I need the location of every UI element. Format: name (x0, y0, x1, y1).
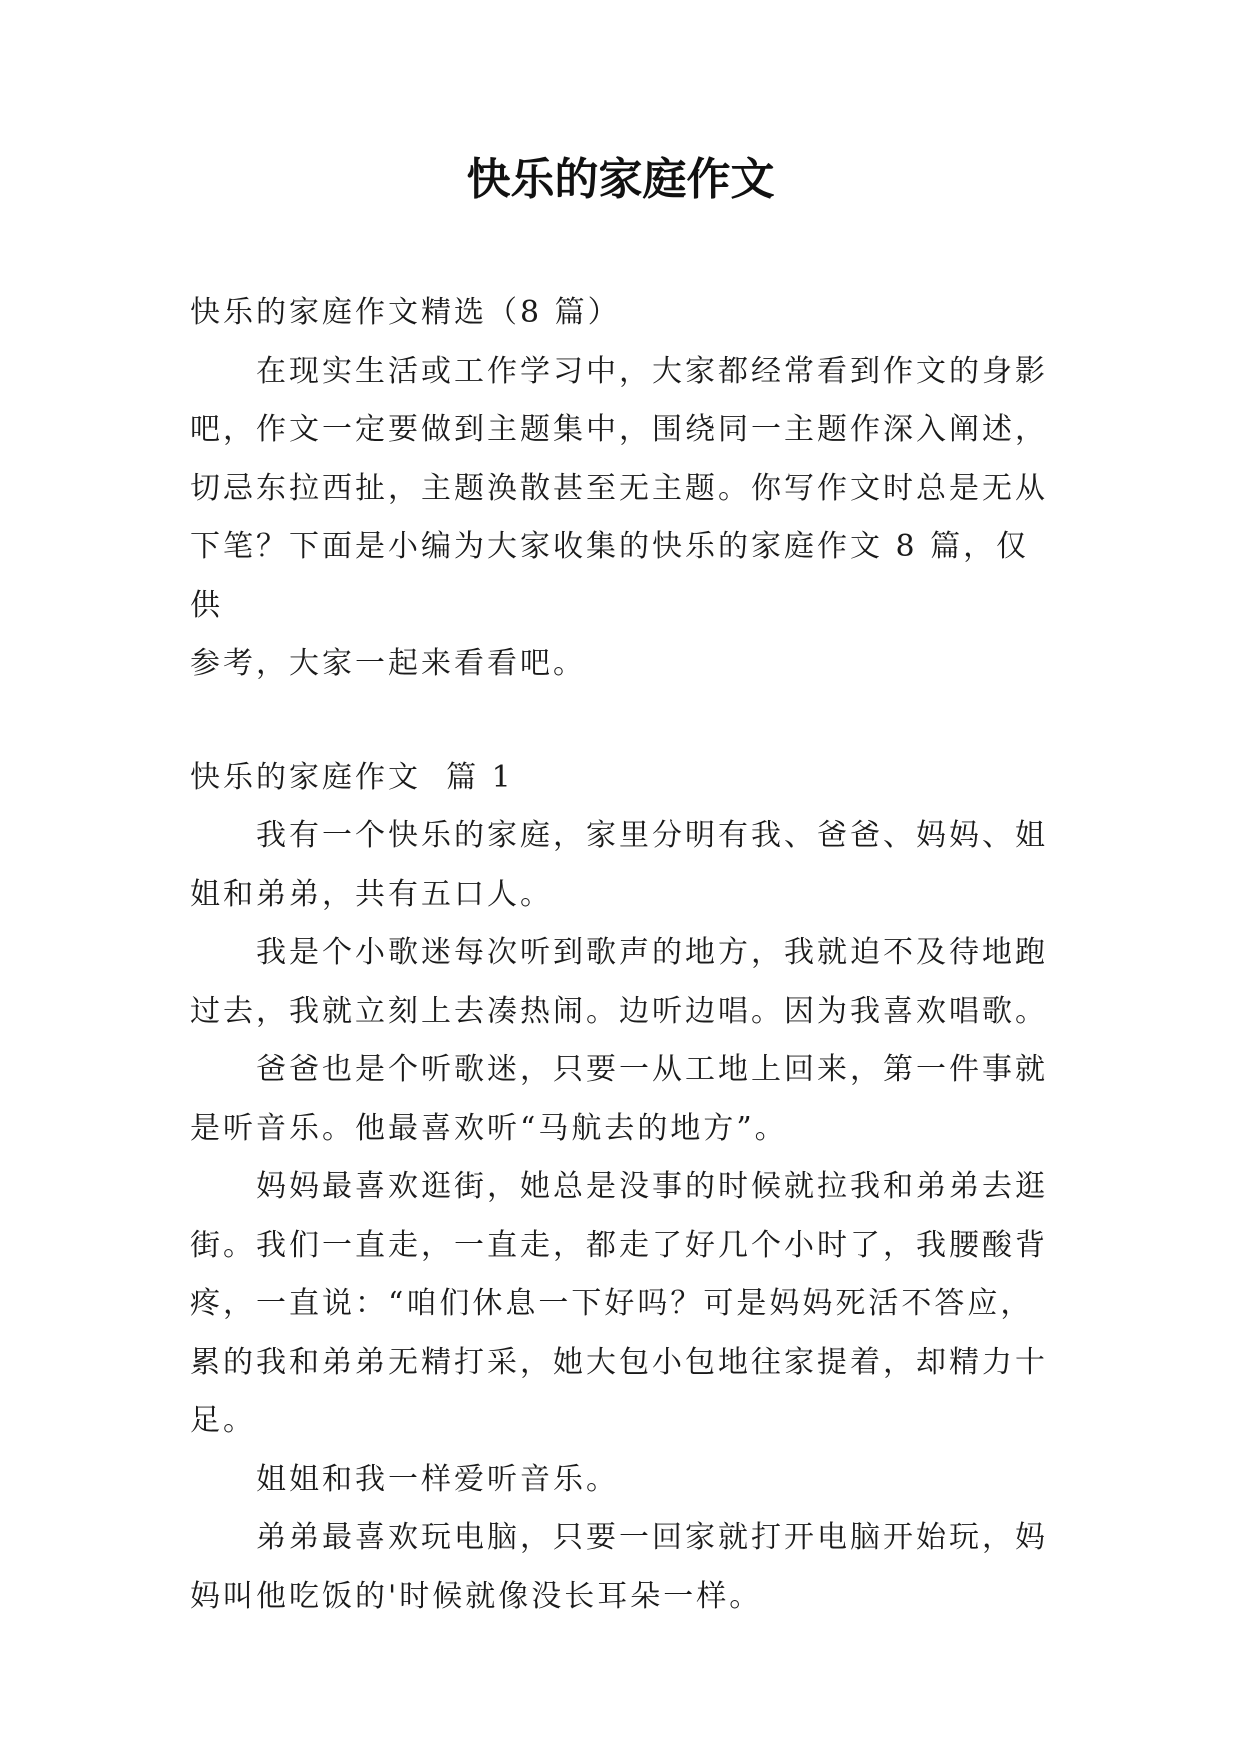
paragraph-line: 是听音乐。他最喜欢听“马航去的地方”。 (190, 1110, 788, 1146)
paragraph-line: 街。我们一直走，一直走，都走了好几个小时了，我腰酸背 (190, 1227, 1048, 1263)
paragraph-line: 妈叫他吃饭的'时候就像没长耳朵一样。 (190, 1578, 763, 1614)
intro-line: 下笔？下面是小编为大家收集的快乐的家庭作文 8 篇，仅供 (190, 529, 1030, 623)
paragraph-line: 爸爸也是个听歌迷，只要一从工地上回来，第一件事就 (256, 1052, 1048, 1087)
paragraph-line: 疼，一直说：“咱们休息一下好吗？可是妈妈死活不答应， (190, 1286, 1034, 1321)
intro-line: 参考，大家一起来看看吧。 (190, 646, 586, 681)
paragraph-line: 妈妈最喜欢逛街，她总是没事的时候就拉我和弟弟去逛 (256, 1169, 1048, 1204)
document-body (190, 284, 1058, 1626)
intro-line: 在现实生活或工作学习中，大家都经常看到作文的身影 (256, 353, 1048, 389)
paragraph-line: 姐和弟弟，共有五口人。 (190, 876, 553, 912)
paragraph-line: 我有一个快乐的家庭，家里分明有我、爸爸、妈妈、姐 (256, 818, 1048, 853)
paragraph-line: 过去，我就立刻上去凑热闹。边听边唱。因为我喜欢唱歌。 (190, 993, 1048, 1029)
paragraph-line: 累的我和弟弟无精打采，她大包小包地往家提着，却精力十 (190, 1344, 1048, 1380)
section-spacer (190, 694, 1058, 749)
document-title: 快乐的家庭作文 (466, 154, 775, 205)
paragraph-line: 我是个小歌迷每次听到歌声的地方，我就迫不及待地跑 (256, 935, 1048, 970)
paragraph-line: 足。 (190, 1403, 256, 1438)
intro-line: 吧，作文一定要做到主题集中，围绕同一主题作深入阐述， (190, 412, 1048, 447)
paragraph-line: 弟弟最喜欢玩电脑，只要一回家就打开电脑开始玩，妈 (256, 1520, 1048, 1555)
intro-heading: 快乐的家庭作文精选（8 篇） (190, 295, 621, 330)
section-heading: 快乐的家庭作文 篇 1 (190, 759, 514, 795)
intro-line: 切忌东拉西扯，主题涣散甚至无主题。你写作文时总是无从 (190, 470, 1048, 506)
paragraph-line: 姐姐和我一样爱听音乐。 (256, 1461, 619, 1497)
